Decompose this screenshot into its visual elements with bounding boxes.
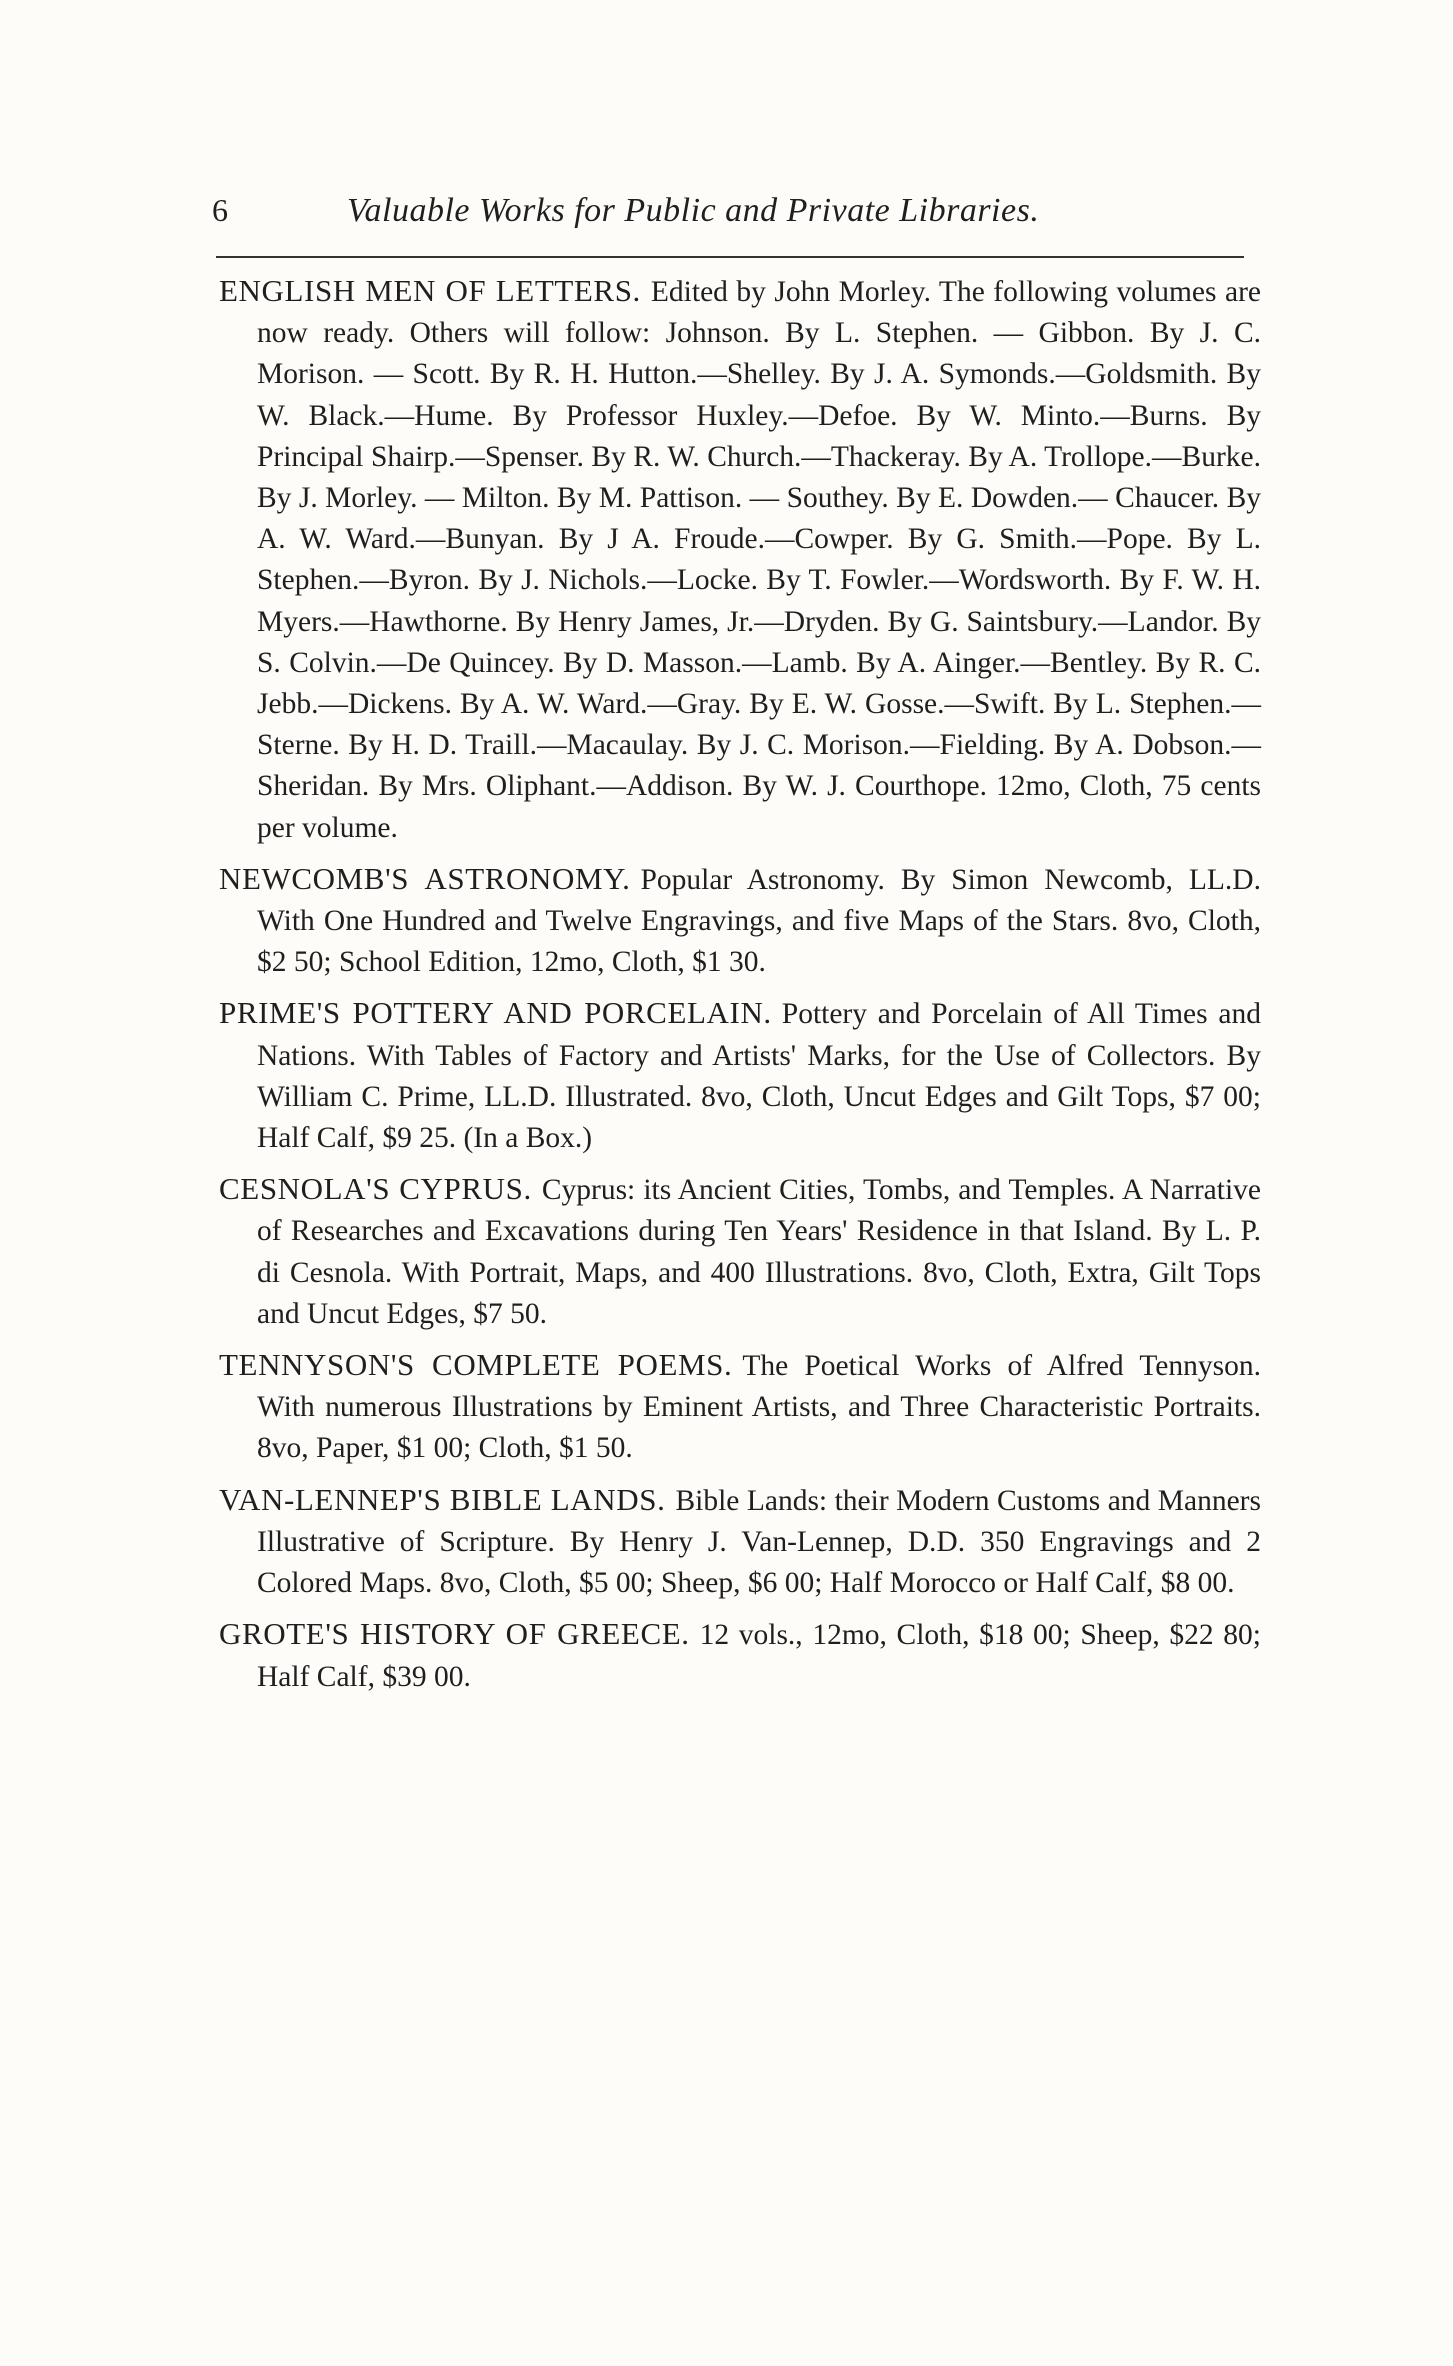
catalog-entry-newcomb-astronomy [219,858,1261,984]
catalog-entry-van-lennep-bible-lands [219,1479,1261,1605]
entry-text: Bible Lands: their Modern Customs and Manners Illustrative of Scripture. By Henry J. Van-Lennep, D.D. 350 Engravings and 2 Colored Maps. 8vo, Cloth, $5 00; Sheep, $6 00; Half Morocco or Half Calf, $8 00. [257,1484,1261,1600]
entry-title: CESNOLA'S CYPRUS. [219,1171,532,1207]
entry-title: VAN-LENNEP'S BIBLE LANDS. [219,1481,666,1517]
catalog-entries [219,270,1261,1707]
entry-text: Popular Astronomy. By Simon Newcomb, LL.D. With One Hundred and Twelve Engravings, and five Maps of the Stars. 8vo, Cloth, $2 50; School Edition, 12mo, Cloth, $1 30. [257,863,1261,979]
running-title: Valuable Works for Public and Private Libraries. [347,192,1040,229]
catalog-entry-tennyson-poems [219,1344,1261,1470]
catalog-entry-english-men-of-letters [219,270,1261,849]
entry-text: Edited by John Morley. The following volumes are now ready. Others will follow: Johnson. By L. Stephen. — Gibbon. By J. C. Morison. — Scott. By R. H. Hutton.—Shelley. By J. A. Symonds.—Goldsmith. By W. Black.—Hume. By Professor Huxley.—Defoe. By W. Minto.—Burns. By Principal Shairp.—Spenser. By R. W. Church.—Thackeray. By A. Trollope.—Burke. By J. Morley. — Milton. By M. Pattison. — Southey. By E. Dowden.— Chaucer. By A. W. Ward.—Bunyan. By J A. Froude.—Cowper. By G. Smith.—Pope. By L. Stephen.—Byron. By J. Nichols.—Locke. By T. Fowler.—Wordsworth. By F. W. H. Myers.—Hawthorne. By Henry James, Jr.—Dryden. By G. Saintsbury.—Landor. By S. Colvin.—De Quincey. By D. Masson.—Lamb. By A. Ainger.—Bentley. By R. C. Jebb.—Dickens. By A. W. Ward.—Gray. By E. W. Gosse.—Swift. By L. Stephen.—Sterne. By H. D. Traill.—Macaulay. By J. C. Morison.—Fielding. By A. Dobson.—Sheridan. By Mrs. Oliphant.—Addison. By W. J. Courthope. 12mo, Cloth, 75 cents per volume. [257,276,1262,844]
page-number: 6 [212,192,228,228]
catalog-entry-grote-history [219,1613,1261,1697]
entry-title: PRIME'S POTTERY AND PORCELAIN. [219,995,772,1031]
catalog-entry-cesnola-cyprus [219,1168,1261,1335]
entry-text: 12 vols., 12mo, Cloth, $18 00; Sheep, $22 80; Half Calf, $39 00. [257,1619,1261,1693]
header-rule [216,256,1244,258]
entry-title: ENGLISH MEN OF LETTERS. [219,273,641,308]
entry-title: NEWCOMB'S ASTRONOMY. [219,860,631,896]
entry-text: Pottery and Porcelain of All Times and Nations. With Tables of Factory and Artists' Marks, for the Use of Collectors. By William C. Prime, LL.D. Illustrated. 8vo, Cloth, Uncut Edges and Gilt Tops, $7 00; Half Calf, $9 25. (In a Box.) [257,998,1261,1155]
entry-text: The Poetical Works of Alfred Tennyson. With numerous Illustrations by Eminent Artists, and Three Characteristic Portraits. 8vo, Paper, $1 00; Cloth, $1 50. [257,1350,1261,1465]
entry-title: GROTE'S HISTORY OF GREECE. [219,1616,690,1652]
catalog-entry-prime-pottery [219,992,1261,1159]
page-header [212,192,1272,252]
entry-text: Cyprus: its Ancient Cities, Tombs, and Temples. A Narrative of Researches and Excavations during Ten Years' Residence in that Island. By L. P. di Cesnola. With Portrait, Maps, and 400 Illustrations. 8vo, Cloth, Extra, Gilt Tops and Uncut Edges, $7 50. [257,1174,1261,1330]
entry-title: TENNYSON'S COMPLETE POEMS. [219,1347,733,1383]
